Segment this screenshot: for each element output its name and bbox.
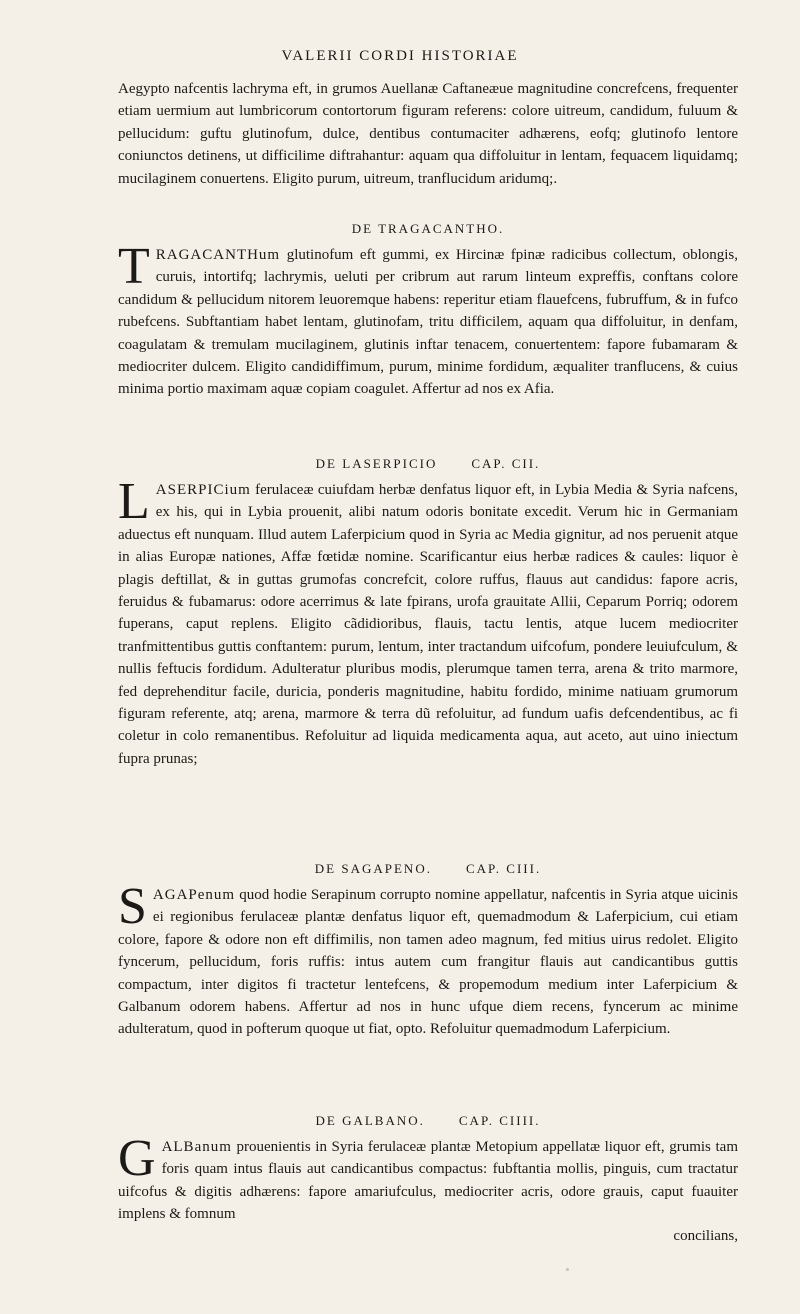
body-text: quod hodie Serapinum corrupto nomine appellatur, nafcentis in Syria atque uicinis ei regionibus ferulaceæ plantæ denfatus liquor eft, quemadmodum & Laferpicium, cui etiam colore, fapore & odore non eft diffimilis, non tamen adeo magnum, fed mitius uirus redolet. Eligito fyncerum, pellucidum, foris ruffis: intus autem cum frangitur flauis aut candicantibus guttis compactum, inter digitos fi tractetur lentefcens, & propemodum medium inter Laferpicium & Galbanum odorem habens. Affertur ad nos in hunc ufque diem recens, fyncerum ac minime adulteratum, quod in pofterum quoque ut fiat, opto. Refoluitur quemadmodum Laferpicium. [118,887,738,1038]
section-tragacantho [118,220,738,401]
catchword: concilians, [673,1227,738,1244]
galbano-text [118,1130,738,1226]
lead-word: RAGACANTHum [155,247,281,263]
chapter-number: CAP. CIII. [465,861,542,876]
tragacantho-text [118,238,738,401]
heading-title: DE GALBANO. [315,1113,425,1128]
heading-title: DE SAGAPENO. [314,861,432,876]
lead-word: ASERPICium [155,482,251,498]
heading-sagapeno [118,860,738,878]
body-text: prouenientis in Syria ferulaceæ plantæ Metopium appellatæ liquor eft, grumis tam foris quam intus flauis aut candicantibus compactus: fubftantia mollis, pinguis, cum tractatur uifcofus & digitis adhærens: fapore amariufculus, mediocriter acris, odore grauis, caput fuauiter implens & fomnum [118,1139,738,1223]
body-text: glutinofum eft gummi, ex Hircinæ fpinæ radicibus collectum, oblongis, curuis, intortifq; lachrymis, ueluti per cribrum aut rarum linteum expreffis, conftans colore candidum & pellucidum nitorem leuoremque habens: reperitur etiam flauefcens, fubruffum, & in fufco rubefcens. Subftantiam habet lentam, glutinofam, tritu difficilem, aquam qua diffoluitur, in denfam, coagulatam & tremulam mucilaginem, glutinis inftar tenacem, conuertentem: fapore fubamaram & mediocriter dulcem. Eligito candidiffimum, purum, minime fordidum, æqualiter tranflucens, & cuius minima portio maximam aquæ copiam coagulet. Affertur ad nos ex Afia. [118,247,738,398]
section-galbano [118,1112,738,1246]
laserpicio-text [118,473,738,770]
drop-cap: L [118,473,150,530]
lead-word: AGAPenum [152,887,236,903]
body-text: ferulaceæ cuiufdam herbæ denfatus liquor eft, in Lybia Media & Syria nafcens, ex his, qui in Lybia prouenit, alibi natum odoris bonitate excedit. Verum hic in Germaniam aduectus eft nunquam. Illud autem Laferpicium quod in Syria ac Media gignitur, ad nos peruenit atque in alias Europæ nationes, Affæ fœtidæ nomine. Scarificantur eius herbæ radices & caules: liquor è plagis deftillat, & in guttas grumofas concrefcit, colore ruffus, flauus aut candidus: fapore acris, feruidus & fubamarus: odore acerrimus & late fpirans, urofa grauitate Allii, Ceparum Porriq; odorem fuperans, caput replens. Eligito cãdidioribus, flauis, tactu lentis, atque lucem mediocriter tranfmittentibus guttis conftantem: purum, lentum, inter tractandum uifcofum, pondere leuiufculum, & nullis feftucis fordidum. Adulteratur pluribus modis, plerumque tamen terra, arena & trito marmore, fed deprehenditur facile, duricia, ponderis magnitudine, habitu fordido, minime natiuam grumorum figuram referente, atq; arena, marmore & terra dũ refoluitur, ad fundum uafis defcendentibus, ac fi coletur in colo remanentibus. Refoluitur ad liquida medicamenta aqua, aut aceto, aut uino iniectum fupra prunas; [118,482,738,767]
sagapeno-text [118,878,738,1041]
heading-laserpicio [118,455,738,473]
lead-word: ALBanum [161,1139,232,1155]
heading-galbano [118,1112,738,1130]
drop-cap: G [118,1130,156,1187]
chapter-number: CAP. CIIII. [458,1113,541,1128]
heading-title: DE LASERPICIO [315,456,438,471]
chapter-number: CAP. CII. [471,456,541,471]
section-sagapeno [118,860,738,1041]
paper-speck [566,1268,569,1271]
drop-cap: S [118,878,147,935]
heading-tragacantho [118,220,738,238]
intro-text: Aegypto nafcentis lachryma eft, in grumos Auellanæ Caftaneæue magnitudine concrefcens, frequenter etiam uermium aut lumbricorum contortorum figuram referens: colore uitreum, candidum, fuluum & pellucidum: guftu glutinofum, dulce, dentibus contumaciter adhærens, eofq; glutinofo lentore coniunctos detinens, ut difficilime diftrahantur: aquam qua diffoluitur in lentam, fequacem liquidamq; mucilaginem conuertens. Eligito purum, uitreum, tranflucidum aridumq;. [118,81,738,187]
section-laserpicio [118,455,738,770]
heading-title: DE TRAGACANTHO. [351,221,505,236]
running-head: VALERII CORDI HISTORIAE [281,48,519,64]
drop-cap: T [118,238,150,295]
intro-paragraph [118,78,738,190]
